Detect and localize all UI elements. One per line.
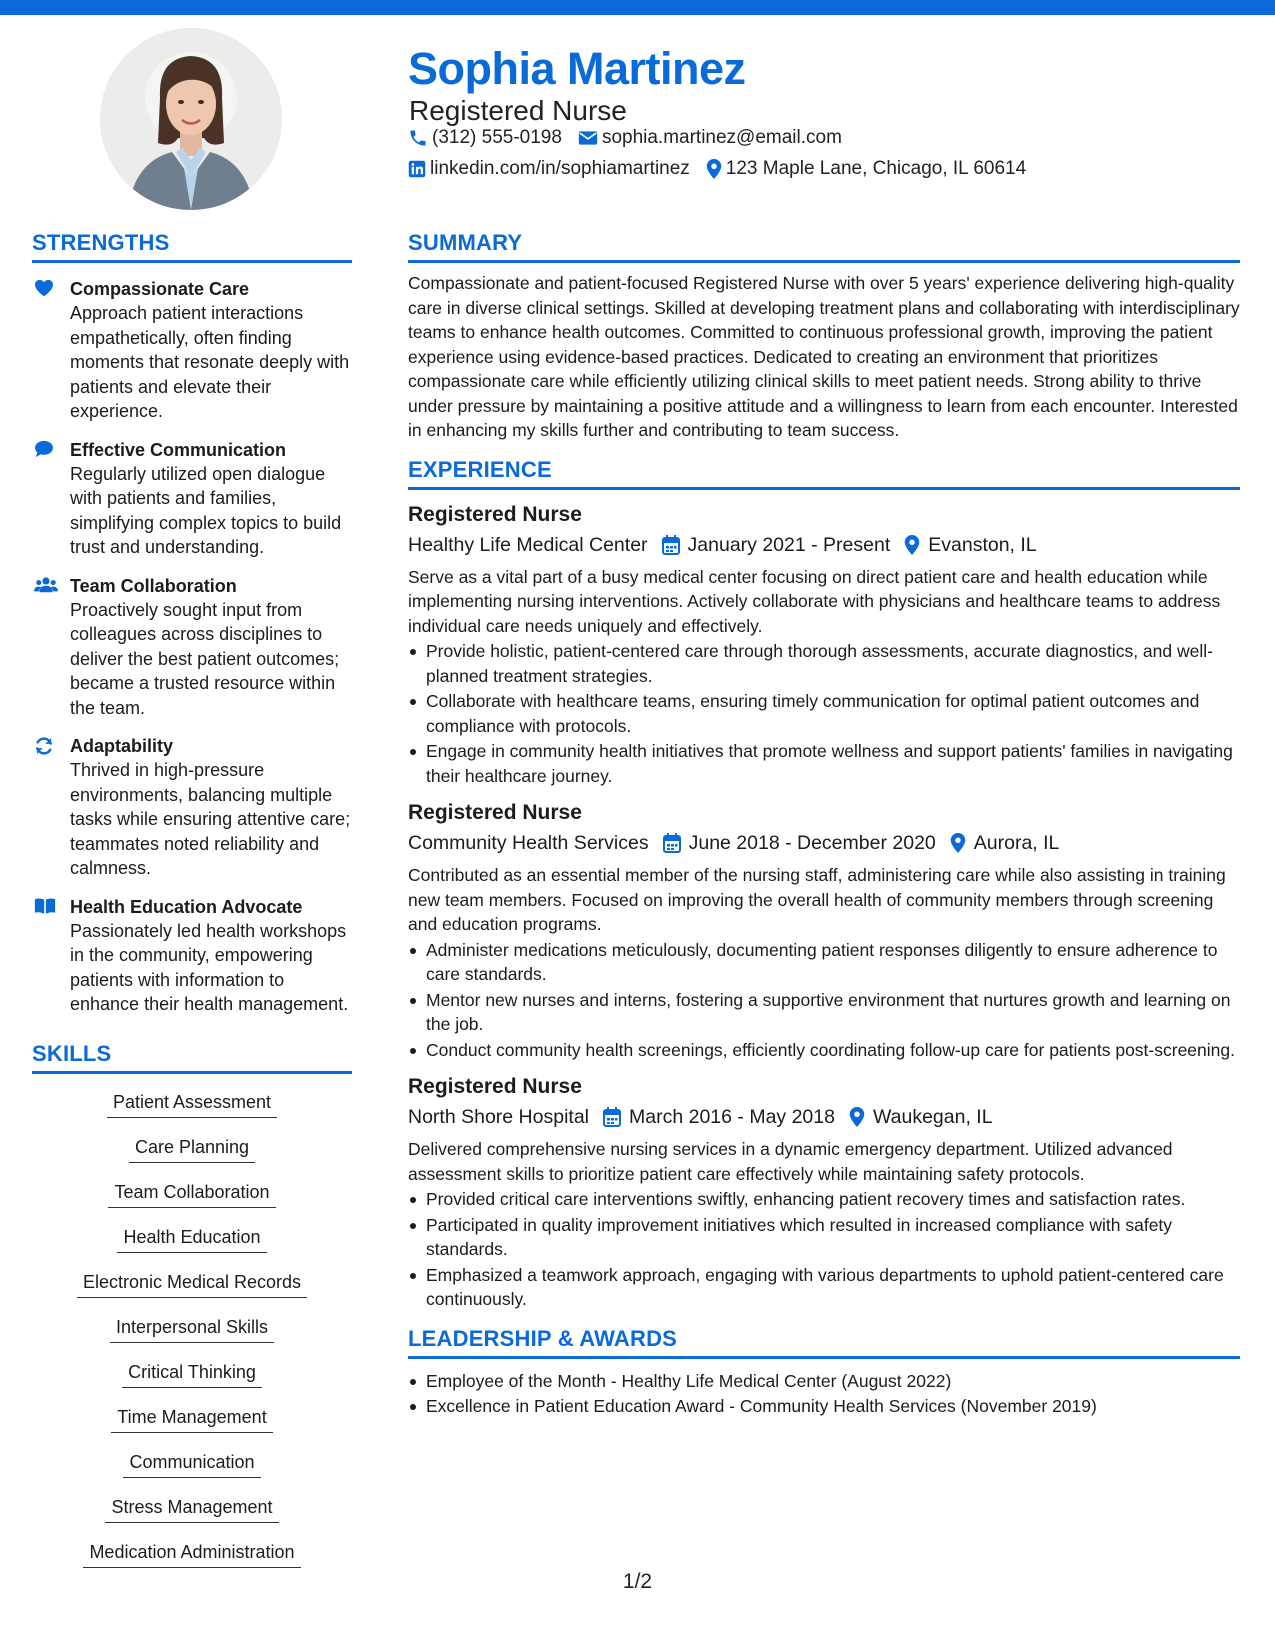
job-meta: [408, 530, 1240, 560]
experience-heading: EXPERIENCE: [408, 457, 1240, 490]
skill-tag: Electronic Medical Records: [77, 1268, 307, 1298]
job-meta: [408, 1102, 1240, 1132]
linkedin-icon: [408, 160, 426, 178]
strength-item: [32, 734, 352, 881]
phone-text: (312) 555-0198: [432, 127, 562, 148]
skill-tag: Communication: [123, 1448, 260, 1478]
strength-item: [32, 438, 352, 560]
summary-heading: SUMMARY: [408, 230, 1240, 263]
avatar-illustration: [100, 28, 282, 210]
map-pin-icon: [706, 159, 722, 179]
skill-tag: Patient Assessment: [107, 1088, 277, 1118]
job-bullet: Collaborate with healthcare teams, ensuring timely communication for optimal patient outcomes and compliance with protocols.: [408, 689, 1240, 738]
job-title: Registered Nurse: [408, 801, 582, 824]
job-bullet: Participated in quality improvement initiatives which resulted in increased compliance with safety standards.: [408, 1213, 1240, 1262]
skill-tag: Team Collaboration: [108, 1178, 275, 1208]
strength-item: [32, 574, 352, 721]
strength-description: Thrived in high-pressure environments, balancing multiple tasks while ensuring attentive care; teammates noted reliability and calmness.: [70, 760, 351, 878]
skill-tag: Health Education: [117, 1223, 266, 1253]
candidate-title: Registered Nurse: [409, 95, 627, 126]
company-name: North Shore Hospital: [408, 1106, 590, 1128]
job-description: Serve as a vital part of a busy medical center focusing on direct patient care and health education while implementing nursing interventions. Actively collaborate with physicians and healthcare teams to address individual care needs uniquely and effectively.: [408, 566, 1221, 636]
phone-icon: [408, 128, 428, 148]
job-description: Delivered comprehensive nursing services in a dynamic emergency department. Utilized advanced assessment skills to prioritize patient care effectively while maintaining safety protocols.: [408, 1139, 1173, 1184]
job-bullet: Mentor new nurses and interns, fostering a supportive environment that nurtures growth and learning on the job.: [408, 988, 1240, 1037]
strength-description: Regularly utilized open dialogue with patients and families, simplifying complex topics to build trust and understanding.: [70, 463, 342, 557]
strength-title: Adaptability: [70, 736, 174, 756]
right-column: [408, 230, 1240, 1420]
job-description: Contributed as an essential member of the nursing staff, administering care while also assisting in training new team members. Focused on improving the overall health of community members through screening and education programs.: [408, 865, 1226, 934]
skill-tag: Critical Thinking: [122, 1358, 262, 1388]
page-number: 1/2: [622, 1570, 653, 1593]
job-location: Aurora, IL: [973, 832, 1060, 854]
summary-text: Compassionate and patient-focused Registered Nurse with over 5 years' experience delivering high-quality care in diverse clinical settings. Skilled at developing treatment plans and collaborating with interdisciplinary teams to enhance health outcomes. Committed to continuous professional growth, improving the patient experience using evidence-based practices. Dedicated to creating an environment that prioritizes compassionate care while efficiently utilizing clinical skills to meet patient needs. Strong ability to thrive under pressure by maintaining a positive attitude and a willingness to learn from each encounter. Interested in enhancing my skills further and contributing to team success.: [408, 273, 1240, 440]
job-title: Registered Nurse: [408, 1075, 582, 1098]
skill-tag: Interpersonal Skills: [110, 1313, 274, 1343]
contact-row-2: [408, 158, 1042, 180]
strength-description: Approach patient interactions empathetically, often finding moments that resonate deeply with patients and elevate their experience.: [70, 303, 350, 421]
strength-description: Passionately led health workshops in the community, empowering patients with information to enhance their health management.: [70, 920, 349, 1014]
skill-tag: Medication Administration: [83, 1538, 300, 1568]
map-pin-icon: [904, 535, 920, 555]
heart-icon: [34, 279, 54, 297]
job-bullets: [408, 639, 1240, 788]
address-contact: [706, 158, 1026, 180]
strengths-heading: STRENGTHS: [32, 230, 352, 263]
job-location: Evanston, IL: [928, 533, 1037, 556]
job-dates: June 2018 - December 2020: [688, 832, 936, 854]
strength-item: [32, 895, 352, 1017]
resume-header: [0, 15, 1275, 215]
calendar-icon: [662, 535, 680, 555]
strength-title: Team Collaboration: [70, 575, 237, 596]
address-text: 123 Maple Lane, Chicago, IL 60614: [725, 158, 1027, 179]
experience-entry: [408, 500, 1240, 789]
skill-tag: Time Management: [111, 1403, 272, 1433]
top-accent-bar: [0, 0, 1275, 15]
users-icon: [34, 576, 58, 594]
job-bullet: Administer medications meticulously, documenting patient responses diligently to ensure adherence to care standards.: [408, 938, 1240, 987]
job-bullet: Provide holistic, patient-centered care through thorough assessments, accurate diagnostics, and well-planned treatment strategies.: [408, 639, 1240, 688]
calendar-icon: [603, 1107, 621, 1127]
skills-list: [32, 1088, 352, 1583]
company-name: Community Health Services: [408, 832, 649, 854]
job-bullet: Engage in community health initiatives that promote wellness and support patients' families in navigating their healthcare journey.: [408, 739, 1240, 788]
company-name: Healthy Life Medical Center: [408, 533, 648, 556]
skill-tag: Care Planning: [129, 1133, 255, 1163]
job-meta: [408, 828, 1240, 858]
awards-heading: LEADERSHIP & AWARDS: [408, 1326, 1240, 1359]
book-icon: [34, 897, 56, 915]
calendar-icon: [663, 833, 681, 853]
job-location: Waukegan, IL: [872, 1106, 993, 1128]
awards-list: [408, 1369, 1240, 1419]
experience-entry: [408, 798, 1240, 1062]
envelope-icon: [578, 129, 598, 147]
email-text: sophia.martinez@email.com: [601, 127, 842, 148]
strength-description: Proactively sought input from colleagues across disciplines to deliver the best patient outcomes; became a trusted resource within the team.: [70, 599, 340, 718]
strength-item: [32, 277, 352, 424]
linkedin-text: linkedin.com/in/sophiamartinez: [430, 158, 690, 179]
award-item: Excellence in Patient Education Award - Community Health Services (November 2019): [408, 1394, 1240, 1419]
job-title: Registered Nurse: [408, 502, 582, 526]
contact-row-1: [408, 127, 858, 149]
candidate-name: Sophia Martinez: [408, 43, 746, 94]
strength-title: Health Education Advocate: [70, 896, 303, 917]
phone-contact[interactable]: [408, 127, 562, 149]
email-contact[interactable]: [578, 127, 842, 149]
job-dates: March 2016 - May 2018: [629, 1106, 835, 1128]
map-pin-icon: [849, 1107, 865, 1127]
award-item: Employee of the Month - Healthy Life Medical Center (August 2022): [408, 1369, 1240, 1394]
map-pin-icon: [950, 833, 966, 853]
skill-tag: Stress Management: [105, 1493, 278, 1523]
skills-heading: SKILLS: [32, 1041, 352, 1074]
profile-photo: [100, 28, 282, 210]
refresh-icon: [34, 736, 54, 756]
experience-entry: [408, 1072, 1240, 1312]
linkedin-contact[interactable]: [408, 158, 690, 180]
job-bullets: [408, 1187, 1240, 1312]
job-dates: January 2021 - Present: [687, 533, 891, 556]
job-bullet: Emphasized a teamwork approach, engaging with various departments to uphold patient-centered care continuously.: [408, 1263, 1240, 1312]
strength-title: Compassionate Care: [70, 279, 250, 299]
strength-title: Effective Communication: [70, 439, 287, 460]
job-bullets: [408, 938, 1240, 1063]
job-bullet: Provided critical care interventions swiftly, enhancing patient recovery times and satisfaction rates.: [408, 1187, 1240, 1212]
job-bullet: Conduct community health screenings, efficiently coordinating follow-up care for patients post-screening.: [408, 1038, 1240, 1063]
chat-bubble-icon: [34, 440, 54, 458]
left-column: [32, 230, 352, 1583]
